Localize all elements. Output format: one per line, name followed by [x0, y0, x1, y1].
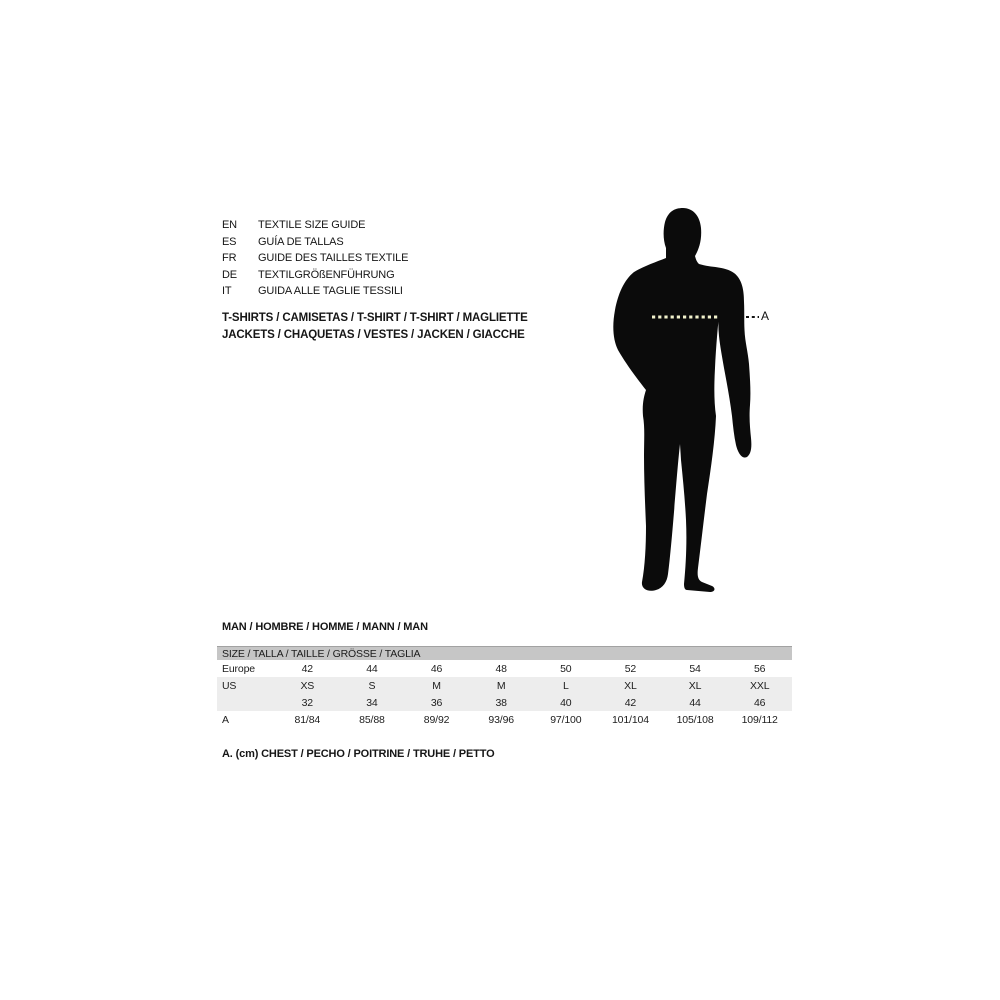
size-cell: 54	[689, 662, 701, 675]
size-cell: 85/88	[359, 713, 385, 726]
size-cell: XS	[300, 679, 315, 692]
language-row-es	[222, 234, 408, 251]
size-cell: 89/92	[423, 713, 450, 726]
size-cell: 81/84	[294, 713, 321, 726]
table-row-europe	[217, 660, 792, 677]
language-guide-list	[222, 217, 408, 300]
section-title-man: MAN / HOMBRE / HOMME / MANN / MAN	[222, 621, 428, 633]
size-cell: XL	[688, 679, 702, 692]
size-cell: 93/96	[488, 713, 514, 726]
row-label: US	[222, 679, 237, 692]
language-code: EN	[222, 219, 237, 231]
size-cell: M	[432, 679, 441, 692]
size-cell: 44	[366, 662, 378, 675]
size-table-header: SIZE / TALLA / TAILLE / GRÖSSE / TAGLIA	[217, 646, 792, 660]
language-code: ES	[222, 235, 237, 248]
language-title: GUÍA DE TALLAS	[258, 235, 344, 248]
measurement-footnote: A. (cm) CHEST / PECHO / POITRINE / TRUHE / PETTO	[222, 748, 495, 760]
category-tshirts: T-SHIRTS / CAMISETAS / T-SHIRT / T-SHIRT / MAGLIETTE	[222, 312, 528, 324]
category-jackets: JACKETS / CHAQUETAS / VESTES / JACKEN / GIACCHE	[222, 329, 525, 341]
row-label: A	[222, 713, 229, 726]
language-code: DE	[222, 268, 237, 281]
language-row-de	[222, 267, 408, 284]
size-cell: 97/100	[550, 713, 582, 726]
size-cell: 52	[624, 662, 637, 675]
language-code: IT	[222, 285, 232, 298]
size-cell: 46	[753, 696, 766, 709]
table-row-us	[217, 677, 792, 694]
size-cell: 46	[430, 662, 443, 675]
language-title: GUIDA ALLE TAGLIE TESSILI	[258, 285, 403, 298]
language-title: GUIDE DES TAILLES TEXTILE	[258, 252, 409, 265]
language-row-en	[222, 217, 408, 234]
size-cell: 42	[624, 696, 637, 709]
size-cell: 109/112	[741, 713, 778, 726]
man-silhouette-figure	[600, 200, 780, 600]
size-cell: S	[368, 679, 376, 692]
language-row-it	[222, 283, 408, 300]
size-cell: XL	[624, 679, 637, 692]
size-cell: 38	[495, 696, 507, 709]
size-cell: 56	[753, 662, 766, 675]
language-title: TEXTILGRÖßENFÜHRUNG	[258, 268, 395, 281]
table-row-numeric	[217, 694, 792, 711]
size-cell: M	[496, 679, 506, 692]
size-cell: 36	[430, 696, 443, 709]
size-cell: 34	[366, 696, 378, 709]
table-row-chest-a	[217, 711, 792, 728]
measure-label-a: A	[761, 309, 769, 323]
size-cell: 32	[301, 696, 313, 709]
man-silhouette	[613, 208, 751, 592]
language-row-fr	[222, 250, 408, 267]
size-cell: 48	[495, 662, 507, 675]
size-cell: 40	[560, 696, 572, 709]
size-table	[217, 646, 792, 728]
size-cell: L	[562, 679, 569, 692]
size-cell: 105/108	[676, 713, 714, 726]
language-title: TEXTILE SIZE GUIDE	[258, 219, 366, 231]
row-label: Europe	[222, 662, 255, 675]
size-cell: XXL	[749, 679, 770, 692]
language-code: FR	[222, 252, 237, 265]
size-cell: 42	[301, 662, 313, 675]
size-cell: 101/104	[611, 713, 649, 726]
size-cell: 44	[689, 696, 701, 709]
size-cell: 50	[560, 662, 572, 675]
garment-categories	[222, 310, 528, 344]
